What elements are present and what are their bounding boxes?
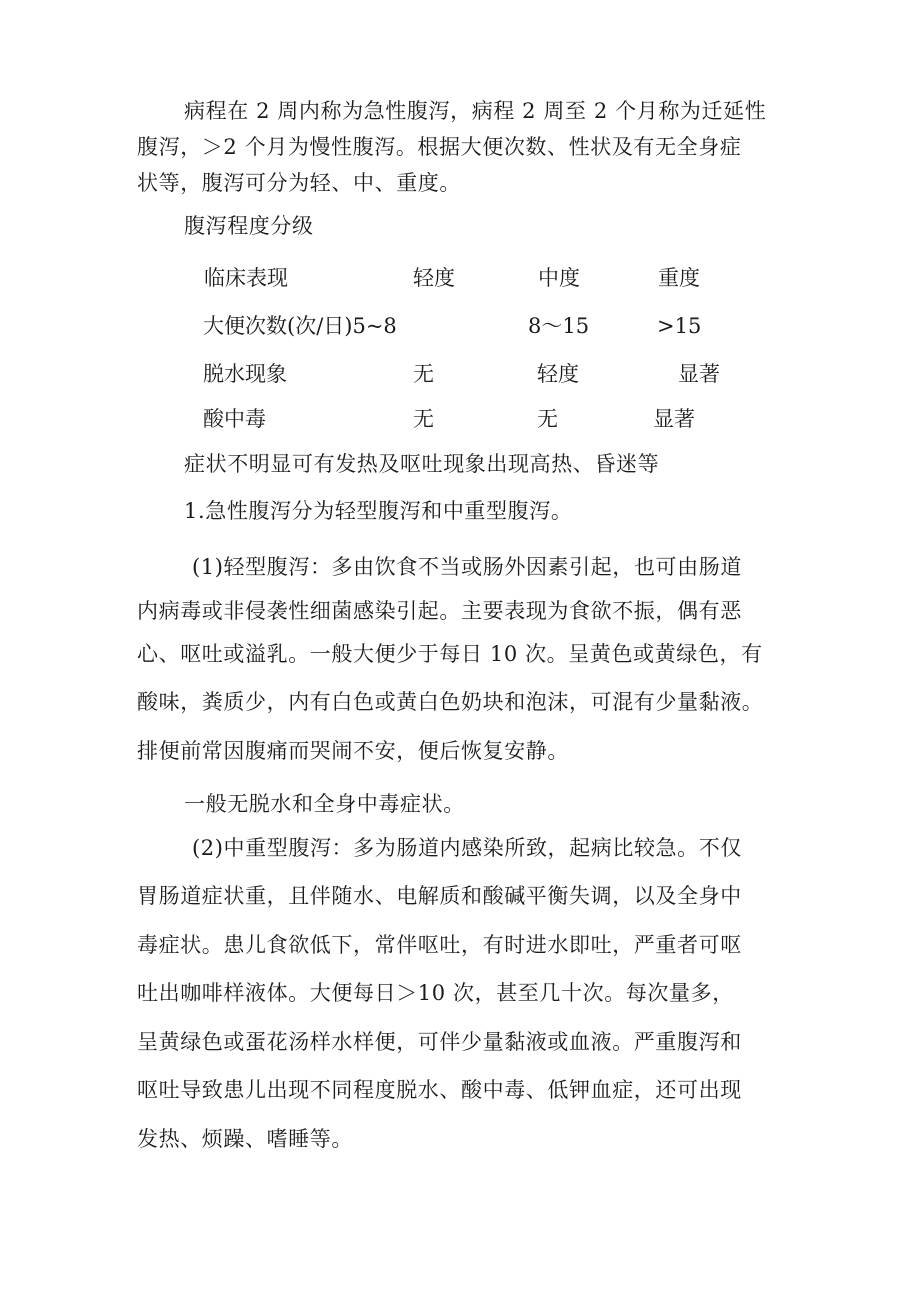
severe-line-6: 呕吐导致患儿出现不同程度脱水、酸中毒、低钾血症，还可出现 <box>137 1078 742 1102</box>
section-1-heading: 1.急性腹泻分为轻型腹泻和中重型腹泻。 <box>184 499 573 523</box>
table-header-severe: 重度 <box>658 266 700 290</box>
table-row-2-label: 脱水现象 <box>203 362 287 386</box>
mild-line-2: 内病毒或非侵袭性细菌感染引起。主要表现为食欲不振，偶有恶 <box>137 599 742 623</box>
mild-line-3: 心、呕吐或溢乳。一般大便少于每日 10 次。呈黄色或黄绿色，有 <box>137 642 763 666</box>
grading-title: 腹泻程度分级 <box>184 214 314 238</box>
mild-note: 一般无脱水和全身中毒症状。 <box>184 792 465 816</box>
table-row-3-mild: 无 <box>413 407 434 431</box>
table-row-2-mild: 无 <box>413 362 434 386</box>
severe-line-2: 胃肠道症状重，且伴随水、电解质和酸碱平衡失调，以及全身中 <box>137 884 742 908</box>
table-row-3-moderate: 无 <box>537 407 558 431</box>
severe-line-4: 吐出咖啡样液体。大便每日＞10 次，甚至几十次。每次量多， <box>137 981 734 1005</box>
mild-line-5: 排便前常因腹痛而哭闹不安，便后恢复安静。 <box>137 739 569 763</box>
table-row-1-moderate: 8～15 <box>528 314 590 338</box>
table-header-moderate: 中度 <box>538 266 580 290</box>
table-row-3-severe: 显著 <box>653 407 695 431</box>
mild-line-4: 酸味，粪质少，内有白色或黄白色奶块和泡沫，可混有少量黏液。 <box>137 690 764 714</box>
table-row-3-label: 酸中毒 <box>203 407 266 431</box>
paragraph-1-line-2: 腹泻，＞2 个月为慢性腹泻。根据大便次数、性状及有无全身症 <box>137 135 742 159</box>
table-header-mild: 轻度 <box>413 266 455 290</box>
paragraph-1-line-3: 状等，腹泻可分为轻、中、重度。 <box>137 171 461 195</box>
severe-line-7: 发热、烦躁、嗜睡等。 <box>137 1127 353 1151</box>
table-row-1-severe: >15 <box>657 314 702 338</box>
table-row-2-moderate: 轻度 <box>537 362 579 386</box>
table-trailing-line: 症状不明显可有发热及呕吐现象出现高热、昏迷等 <box>184 452 660 476</box>
table-row-2-severe: 显著 <box>678 362 720 386</box>
paragraph-1-line-1: 病程在 2 周内称为急性腹泻，病程 2 周至 2 个月称为迁延性 <box>184 99 767 123</box>
severe-line-3: 毒症状。患儿食欲低下，常伴呕吐，有时进水即吐，严重者可呕 <box>137 933 742 957</box>
severe-line-1: (2)中重型腹泻：多为肠道内感染所致，起病比较急。不仅 <box>192 836 742 860</box>
severe-line-5: 呈黄绿色或蛋花汤样水样便，可伴少量黏液或血液。严重腹泻和 <box>137 1030 742 1054</box>
table-header-clinical: 临床表现 <box>204 266 288 290</box>
mild-line-1: (1)轻型腹泻：多由饮食不当或肠外因素引起，也可由肠道 <box>192 555 742 579</box>
table-row-1-label: 大便次数(次/日)5~8 <box>203 314 397 338</box>
